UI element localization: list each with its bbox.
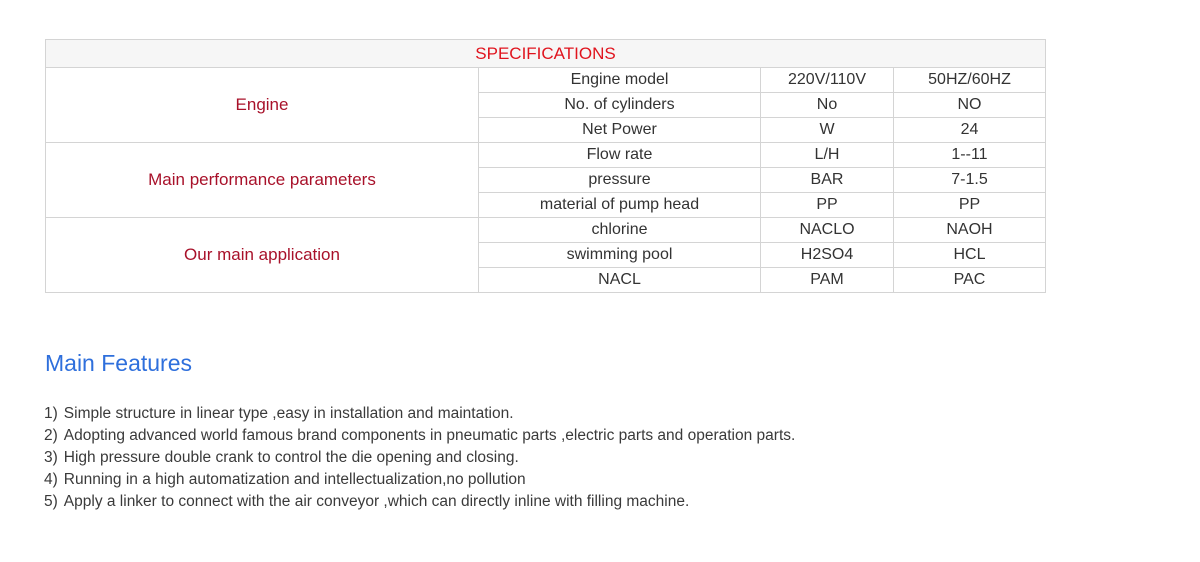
table-cell: pressure bbox=[479, 168, 761, 193]
table-cell: chlorine bbox=[479, 218, 761, 243]
table-cell: PP bbox=[761, 193, 894, 218]
table-cell: 1--11 bbox=[894, 143, 1046, 168]
group-label-engine: Engine bbox=[46, 68, 479, 143]
specifications-table bbox=[45, 39, 1046, 293]
table-cell: Engine model bbox=[479, 68, 761, 93]
table-cell: HCL bbox=[894, 243, 1046, 268]
table-cell: NO bbox=[894, 93, 1046, 118]
features-heading: Main Features bbox=[45, 350, 193, 376]
table-cell: 50HZ/60HZ bbox=[894, 68, 1046, 93]
table-cell: Net Power bbox=[479, 118, 761, 143]
table-cell: BAR bbox=[761, 168, 894, 193]
list-item bbox=[44, 425, 795, 447]
table-cell: 24 bbox=[894, 118, 1046, 143]
table-cell: material of pump head bbox=[479, 193, 761, 218]
table-header-row bbox=[46, 40, 1046, 68]
table-cell: No bbox=[761, 93, 894, 118]
features-list bbox=[44, 403, 795, 513]
list-number: 1) bbox=[44, 405, 58, 422]
table-title: SPECIFICATIONS bbox=[46, 40, 1046, 68]
table-cell: Flow rate bbox=[479, 143, 761, 168]
list-text: Simple structure in linear type ,easy in installation and maintation. bbox=[63, 405, 514, 422]
table-cell: NAOH bbox=[894, 218, 1046, 243]
group-label-application: Our main application bbox=[46, 218, 479, 293]
table-cell: NACLO bbox=[761, 218, 894, 243]
table-cell: L/H bbox=[761, 143, 894, 168]
list-number: 5) bbox=[44, 493, 58, 510]
list-item bbox=[44, 469, 795, 491]
list-item bbox=[44, 403, 795, 425]
table-cell: W bbox=[761, 118, 894, 143]
list-number: 2) bbox=[44, 427, 58, 444]
table-cell: 220V/110V bbox=[761, 68, 894, 93]
table-row bbox=[46, 68, 1046, 93]
table-cell: 7-1.5 bbox=[894, 168, 1046, 193]
table-row bbox=[46, 218, 1046, 243]
list-text: Running in a high automatization and intellectualization,no pollution bbox=[63, 471, 526, 488]
group-label-performance: Main performance parameters bbox=[46, 143, 479, 218]
list-text: High pressure double crank to control the die opening and closing. bbox=[63, 449, 519, 466]
list-item bbox=[44, 447, 795, 469]
table-row bbox=[46, 143, 1046, 168]
list-text: Adopting advanced world famous brand components in pneumatic parts ,electric parts and operation parts. bbox=[63, 427, 796, 444]
list-number: 3) bbox=[44, 449, 58, 466]
list-item bbox=[44, 491, 795, 513]
table-cell: swimming pool bbox=[479, 243, 761, 268]
table-cell: PP bbox=[894, 193, 1046, 218]
table-cell: NACL bbox=[479, 268, 761, 293]
table-cell: PAM bbox=[761, 268, 894, 293]
table-cell: PAC bbox=[894, 268, 1046, 293]
table-cell: No. of cylinders bbox=[479, 93, 761, 118]
list-number: 4) bbox=[44, 471, 58, 488]
table-cell: H2SO4 bbox=[761, 243, 894, 268]
list-text: Apply a linker to connect with the air conveyor ,which can directly inline with filling machine. bbox=[63, 493, 690, 510]
